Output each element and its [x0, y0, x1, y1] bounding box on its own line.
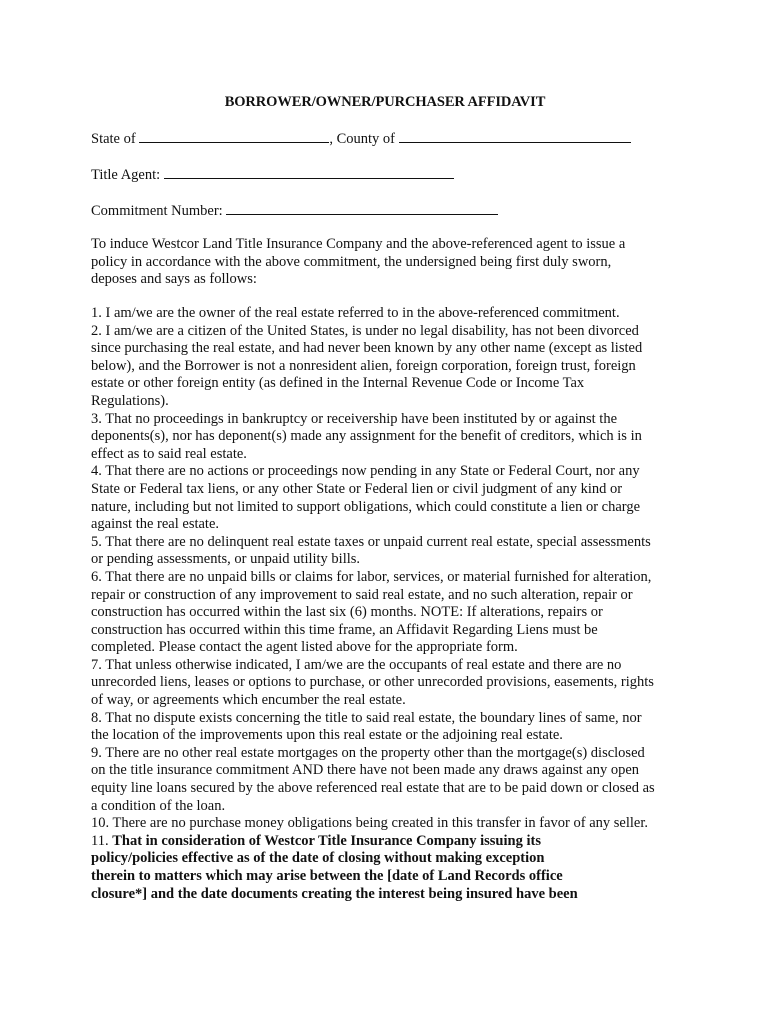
intro-paragraph: To induce Westcor Land Title Insurance Company and the above-referenced agent to issue a policy in accordance with the above commitment, the undersigned being first duly sworn, deposes and says as follows:	[91, 236, 626, 287]
commitment-number-label: Commitment Number:	[91, 203, 223, 219]
clause-3: 3. That no proceedings in bankruptcy or receivership have been instituted by or against the deponents(s), nor has deponent(s) made any assignment for the benefit of creditors, which is in effect as to said real estate.	[91, 410, 642, 462]
clause-6: 6. That there are no unpaid bills or claims for labor, services, or material furnished for alteration, repair or construction of any improvement to said real estate, and no such alteration, repair or construction has occurred within the last six (6) months. NOTE: If alterations, repairs or construction has occurred within this time frame, an Affidavit Regarding Liens must be completed. Please contact the agent listed above for the appropriate form.	[91, 568, 652, 656]
clause-list	[91, 305, 691, 903]
county-field[interactable]	[399, 130, 631, 143]
document-title: BORROWER/OWNER/PURCHASER AFFIDAVIT	[224, 94, 546, 110]
clause-2: 2. I am/we are a citizen of the United States, is under no legal disability, has not been divorced since purchasing the real estate, and had never been known by any other name (except as listed below), and the Borrower is not a nonresident alien, foreign corporation, foreign trust, foreign estate or other foreign entity (as defined in the Internal Revenue Code or Income Tax Regulations).	[91, 322, 643, 409]
commitment-number-row	[91, 202, 498, 220]
title-agent-field[interactable]	[164, 166, 454, 179]
county-label: , County of	[329, 131, 395, 147]
clause-11-text: That in consideration of Westcor Title Insurance Company issuing its policy/policies effective as of the date of closing without making exception therein to matters which may arise between the [date of Land Records office closure*] and the date documents creating the interest being insured have been	[91, 832, 578, 902]
commitment-number-field[interactable]	[226, 202, 498, 215]
clause-7: 7. That unless otherwise indicated, I am/we are the occupants of real estate and there are no unrecorded liens, leases or options to purchase, or other unrecorded provisions, easements, rights of way, or agreements which encumber the real estate.	[91, 656, 654, 709]
clause-8: 8. That no dispute exists concerning the title to said real estate, the boundary lines of same, nor the location of the improvements upon this real estate or the adjoining real estate.	[91, 709, 642, 744]
title-agent-row	[91, 166, 454, 184]
clause-9: 9. There are no other real estate mortgages on the property other than the mortgage(s) disclosed on the title insurance commitment AND there have not been made any draws against any open equity line loans secured by the above referenced real estate that are to be paid down or closed as a condition of the loan.	[91, 744, 655, 814]
state-county-row	[91, 130, 631, 148]
state-field[interactable]	[139, 130, 329, 143]
title-agent-label: Title Agent:	[91, 167, 161, 183]
clause-11	[91, 833, 691, 903]
state-label: State of	[91, 131, 136, 147]
clause-11-number: 11.	[91, 832, 113, 849]
clause-10: 10. There are no purchase money obligations being created in this transfer in favor of any seller.	[91, 815, 648, 832]
clause-4: 4. That there are no actions or proceedings now pending in any State or Federal Court, nor any State or Federal tax liens, or any other State or Federal lien or civil judgment of any kind or nature, including but not limited to support obligations, which could constitute a lien or charge against the real estate.	[91, 463, 641, 533]
clause-1: 1. I am/we are the owner of the real estate referred to in the above-referenced commitment.	[91, 305, 620, 321]
clause-5: 5. That there are no delinquent real estate taxes or unpaid current real estate, special assessments or pending assessments, or unpaid utility bills.	[91, 533, 651, 568]
